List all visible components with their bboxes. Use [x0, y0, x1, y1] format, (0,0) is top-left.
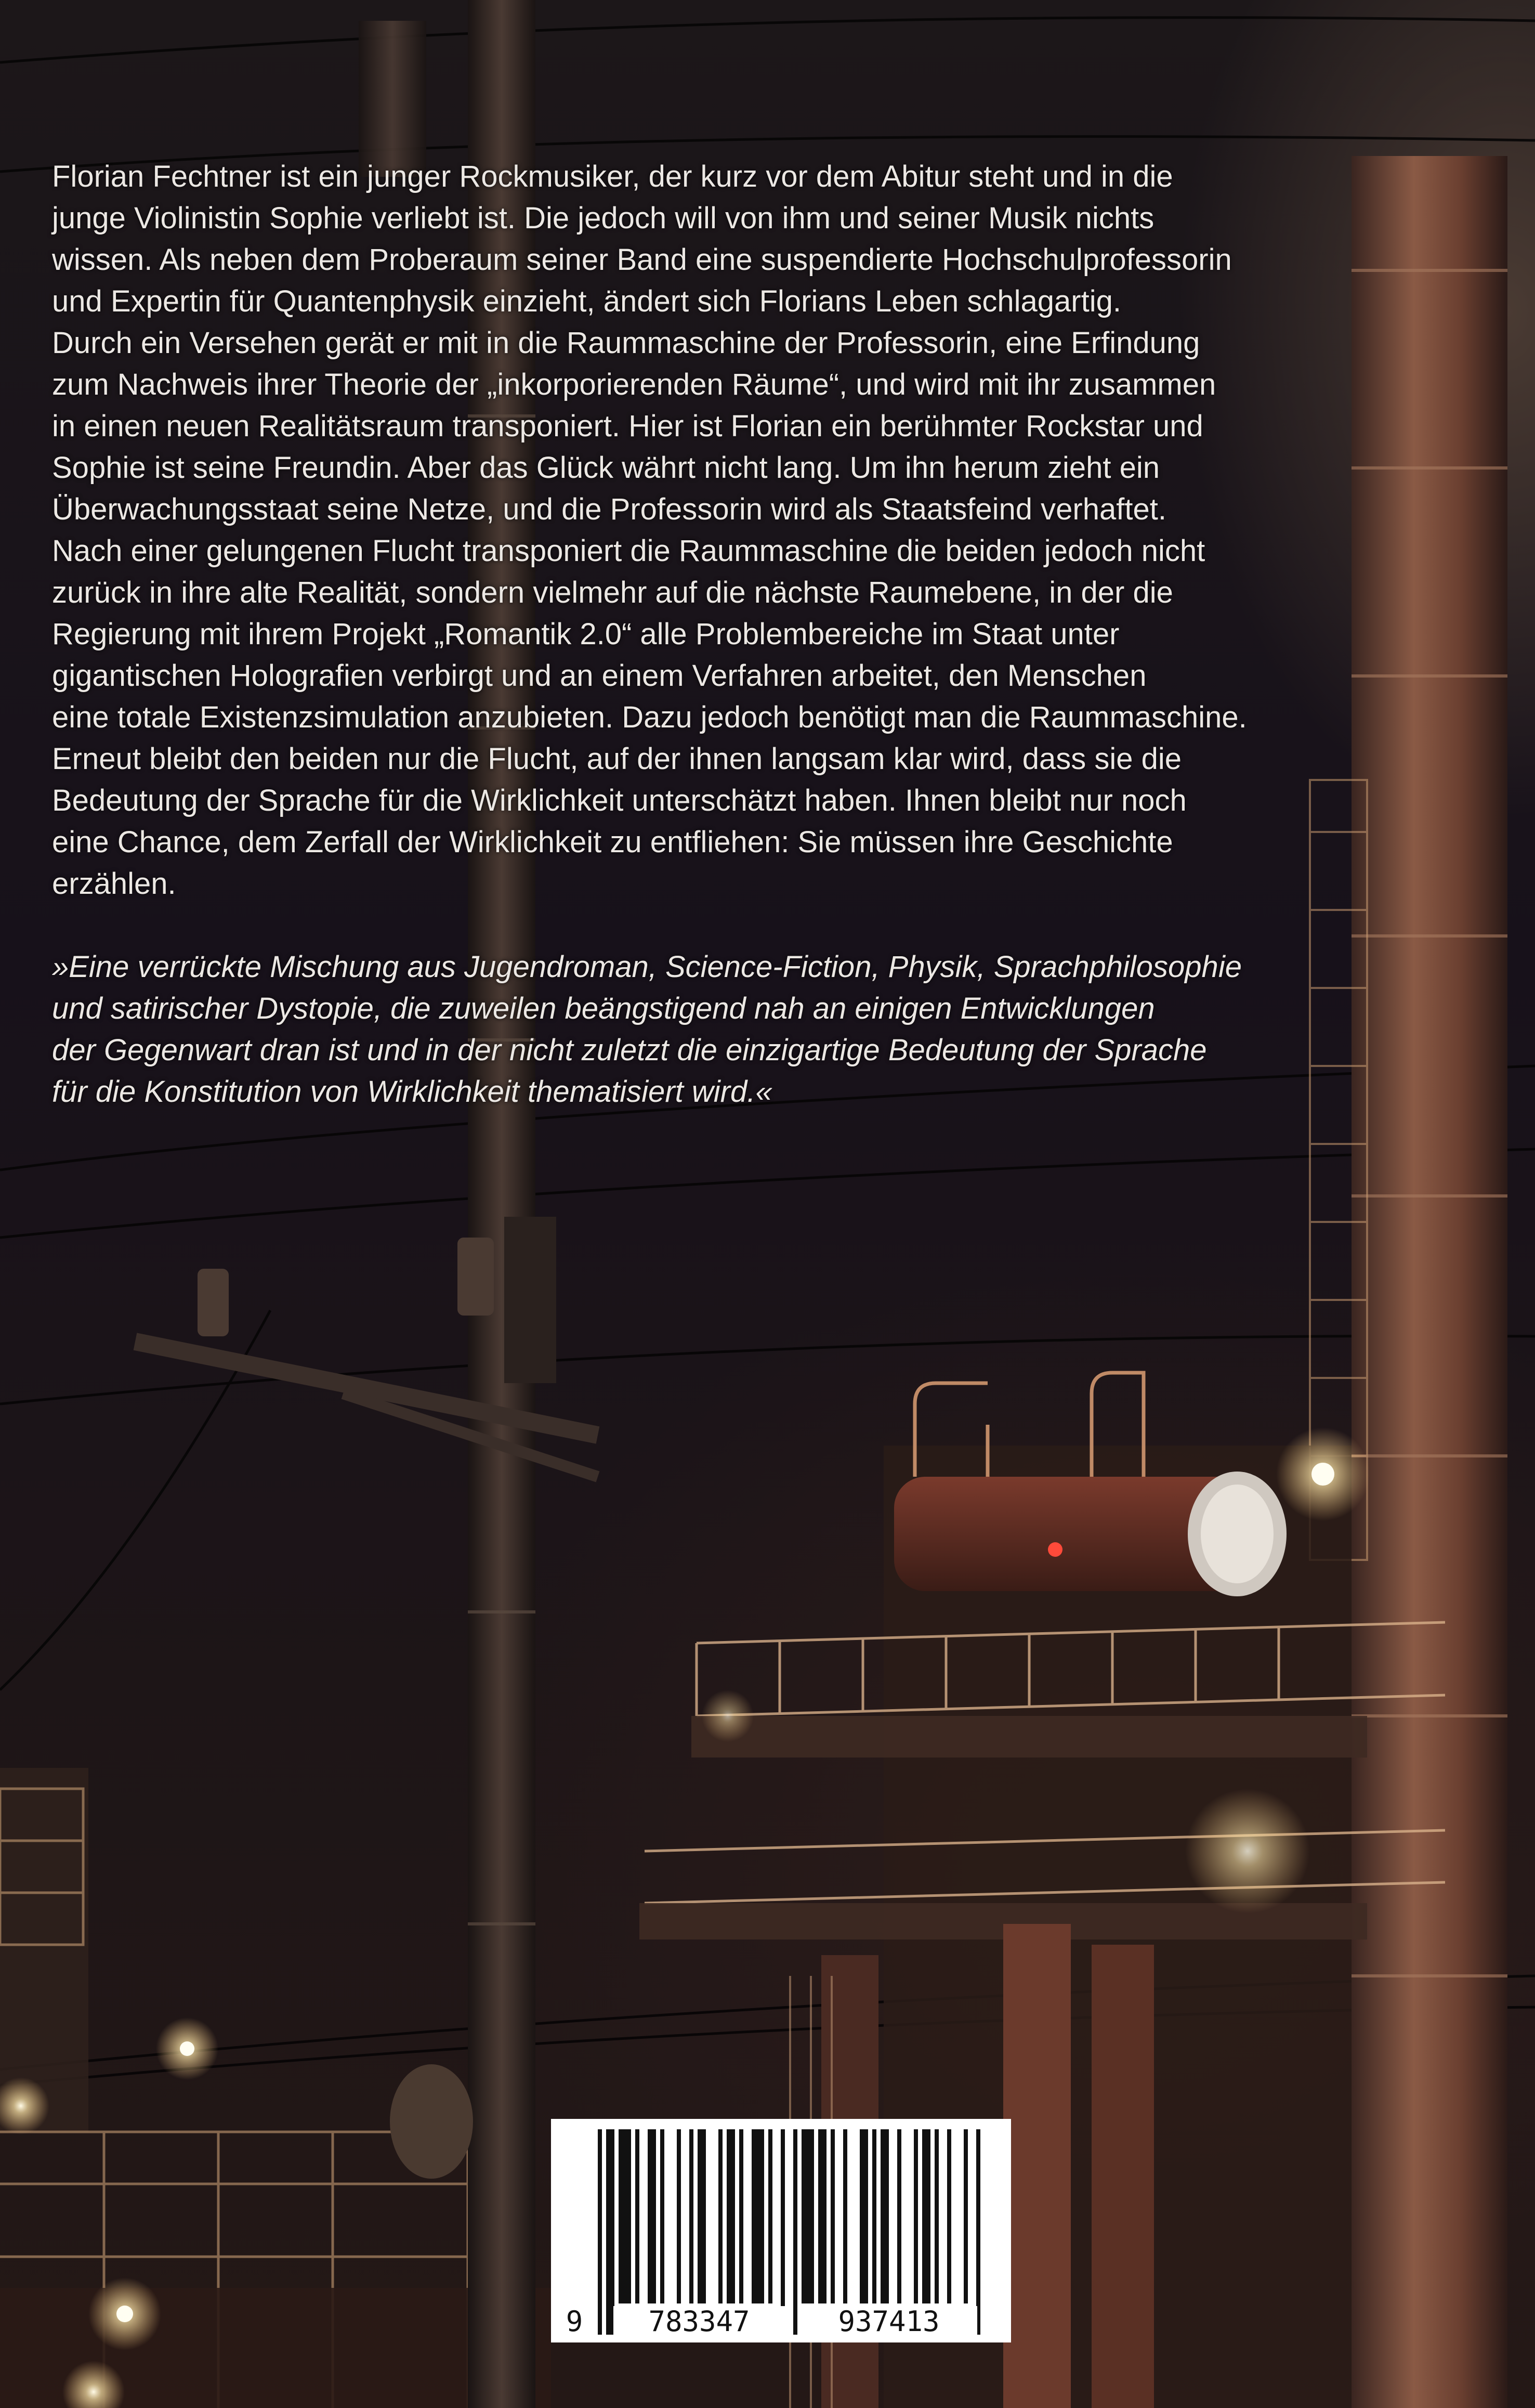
- blurb-line: Nach einer gelungenen Flucht transponiert die Raummaschine die beiden jedoch nicht: [52, 534, 1205, 568]
- blurb-line: Erneut bleibt den beiden nur die Flucht, auf der ihnen langsam klar wird, dass sie die: [52, 742, 1182, 776]
- blurb-line: erzählen.: [52, 867, 176, 901]
- barcode-bar: [860, 2129, 868, 2303]
- barcode-bar: [677, 2129, 681, 2303]
- barcode-bar: [698, 2129, 706, 2303]
- barcode-bar: [976, 2129, 980, 2335]
- blurb-line: junge Violinistin Sophie verliebt ist. Die jedoch will von ihm und seiner Musik nichts: [52, 201, 1154, 235]
- blurb-line: eine Chance, dem Zerfall der Wirklichkeit zu entfliehen: Sie müssen ihre Geschichte: [52, 825, 1173, 859]
- barcode-left-digits: 783347: [613, 2306, 785, 2337]
- barcode-bar: [818, 2129, 826, 2303]
- barcode-bar: [843, 2129, 847, 2303]
- isbn-barcode: [551, 2119, 1011, 2342]
- barcode-bar: [831, 2129, 835, 2303]
- barcode-bar: [635, 2129, 639, 2303]
- barcode-bar: [689, 2129, 693, 2303]
- barcode-bar: [768, 2129, 772, 2303]
- blurb-line: zum Nachweis ihrer Theorie der „inkorporierenden Räume“, und wird mit ihr zusammen: [52, 368, 1216, 401]
- blurb-line: Regierung mit ihrem Projekt „Romantik 2.0“ alle Problembereiche im Staat unter: [52, 617, 1120, 651]
- barcode-bar: [947, 2129, 951, 2303]
- blurb-line: zurück in ihre alte Realität, sondern vielmehr auf die nächste Raumebene, in der die: [52, 576, 1173, 609]
- barcode-bar: [739, 2129, 743, 2303]
- blurb-line: wissen. Als neben dem Proberaum seiner Band eine suspendierte Hochschulprofessorin: [52, 243, 1232, 277]
- barcode-bar: [872, 2129, 876, 2303]
- quote-line: für die Konstitution von Wirklichkeit thematisiert wird.«: [52, 1075, 772, 1109]
- blurb-line: Durch ein Versehen gerät er mit in die Raummaschine der Professorin, eine Erfindung: [52, 326, 1200, 360]
- barcode-bar: [881, 2129, 889, 2303]
- barcode-bar: [752, 2129, 764, 2303]
- barcode-bar: [964, 2129, 968, 2303]
- barcode-bar: [648, 2129, 656, 2303]
- barcode-right-digits: 937413: [801, 2306, 977, 2337]
- barcode-bar: [914, 2129, 918, 2303]
- blurb-line: Bedeutung der Sprache für die Wirklichkeit unterschätzt haben. Ihnen bleibt nur noch: [52, 784, 1187, 817]
- blurb-line: Überwachungsstaat seine Netze, und die Professorin wird als Staatsfeind verhaftet.: [52, 492, 1166, 526]
- blurb-line: Sophie ist seine Freundin. Aber das Glück währt nicht lang. Um ihn herum zieht ein: [52, 451, 1160, 485]
- barcode-bar: [606, 2129, 614, 2335]
- barcode-bar: [922, 2129, 930, 2303]
- blurb-text: [52, 156, 1487, 905]
- quote-line: der Gegenwart dran ist und in der nicht zuletzt die einzigartige Bedeutung der Sprache: [52, 1033, 1207, 1067]
- barcode-bar: [793, 2129, 797, 2335]
- barcode-bar: [781, 2129, 785, 2335]
- blurb-line: gigantischen Holografien verbirgt und an einem Verfahren arbeitet, den Menschen: [52, 659, 1147, 693]
- blurb-line: und Expertin für Quantenphysik einzieht, ändert sich Florians Leben schlagartig.: [52, 284, 1121, 318]
- quote-line: »Eine verrückte Mischung aus Jugendroman, Science-Fiction, Physik, Sprachphilosophie: [52, 950, 1242, 984]
- quote-line: und satirischer Dystopie, die zuweilen beängstigend nah an einigen Entwicklungen: [52, 992, 1155, 1025]
- blurb-line: Florian Fechtner ist ein junger Rockmusiker, der kurz vor dem Abitur steht und in die: [52, 160, 1173, 193]
- barcode-bar: [718, 2129, 723, 2303]
- blurb-line: in einen neuen Realitätsraum transponiert. Hier ist Florian ein berühmter Rockstar und: [52, 409, 1203, 443]
- barcode-bar: [897, 2129, 901, 2303]
- barcode-bar: [935, 2129, 939, 2303]
- barcode-bar: [727, 2129, 735, 2303]
- barcode-bar: [598, 2129, 602, 2335]
- barcode-bar: [802, 2129, 814, 2303]
- blurb-line: eine totale Existenzsimulation anzubieten. Dazu jedoch benötigt man die Raummaschine.: [52, 700, 1247, 734]
- barcode-bar: [660, 2129, 664, 2303]
- review-quote: [52, 946, 1487, 1113]
- barcode-bar: [619, 2129, 631, 2303]
- barcode-lead-digit: 9: [561, 2306, 587, 2337]
